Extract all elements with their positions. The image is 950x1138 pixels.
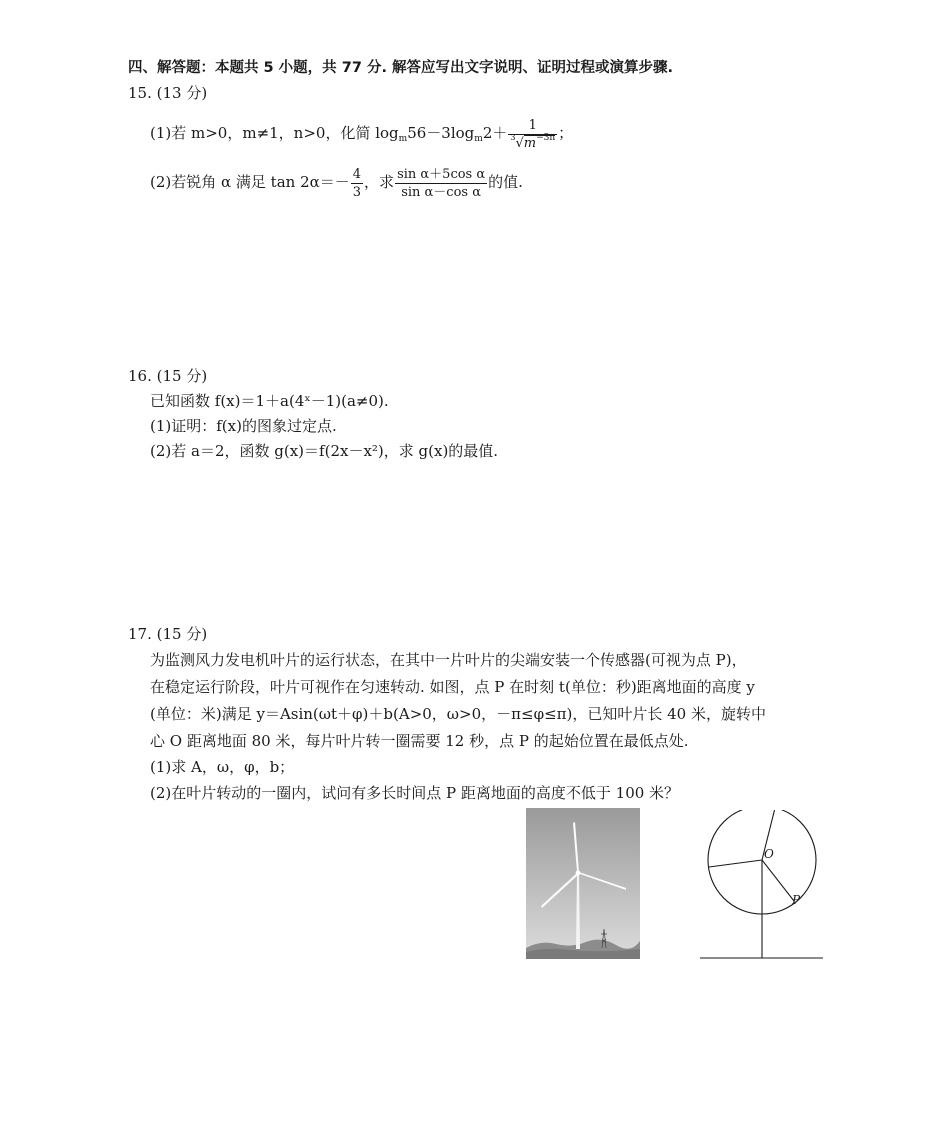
q16-line: (2)若 a＝2，函数 g(x)＝f(2x－x²)，求 g(x)的最值.	[150, 442, 499, 460]
q15-part2	[150, 160, 523, 204]
blade-line	[709, 860, 762, 867]
radical-sign: √	[515, 135, 524, 151]
q15-p2-suffix: 的值.	[488, 173, 523, 191]
q17-line: (单位：米)满足 y＝Asin(ωt＋φ)＋b(A>0，ω>0，－π≤φ≤π)，已知叶片长 40 米，旋转中	[150, 705, 766, 723]
q15-p2-fraction1	[351, 166, 363, 201]
q15-p2-mid: ，求	[364, 173, 395, 191]
q15-p1-root-index: 3	[510, 132, 516, 142]
q15-p2-frac2-den: sin α－cos α	[401, 184, 481, 200]
wind-turbine-photo	[526, 808, 640, 959]
q15-p1-fraction	[508, 117, 557, 152]
q15-p1-suffix: ；	[558, 124, 574, 142]
q15-p1-prefix: (1)若 m>0，m≠1，n>0，化简 log	[150, 124, 399, 142]
q15-p2-prefix: (2)若锐角 α 满足 tan 2α＝－	[150, 173, 350, 191]
q15-p2-frac1-den: 3	[352, 184, 362, 200]
q15-p1-after: 2＋	[482, 124, 508, 142]
q15-p1-root-base: m	[523, 135, 537, 151]
q15-p1-frac-den	[508, 132, 557, 152]
q17-line: (1)求 A，ω，φ，b；	[150, 758, 295, 776]
q15-p2-frac2-num: sin α＋5cos α	[397, 166, 486, 182]
q16-number: 16. (15 分)	[128, 367, 208, 385]
q15-part1	[150, 112, 573, 154]
q15-p1-sub2: m	[474, 134, 483, 144]
q17-line: 心 O 距离地面 80 米，每片叶片转一圈需要 12 秒，点 P 的起始位置在最低点处.	[150, 732, 689, 750]
q17-line: (2)在叶片转动的一圈内，试问有多长时间点 P 距离地面的高度不低于 100 米？	[150, 784, 680, 802]
q15-p1-root-exp: −3n	[536, 132, 556, 143]
q17-line: 为监测风力发电机叶片的运行状态，在其中一片叶片的尖端安装一个传感器(可视为点 P)，	[150, 651, 747, 669]
q16-line: 已知函数 f(x)＝1＋a(4ˣ－1)(a≠0).	[150, 392, 389, 410]
turbine-diagram	[695, 810, 830, 965]
q15-number: 15. (13 分)	[128, 84, 208, 102]
q15-p2-fraction2	[395, 166, 487, 201]
label-p: P	[792, 893, 801, 907]
section-header: 四、解答题：本题共 5 小题，共 77 分. 解答应写出文字说明、证明过程或演算步骤.	[128, 60, 674, 76]
label-o: O	[764, 847, 774, 861]
q15-p1-radicand	[523, 132, 556, 151]
q16-line: (1)证明：f(x)的图象过定点.	[150, 417, 337, 435]
q15-p1-mid: 56－3log	[407, 124, 475, 142]
sky-background	[526, 808, 640, 959]
q15-p1-frac-num: 1	[508, 117, 557, 135]
blade-line	[762, 860, 794, 901]
q15-p1-sub1: m	[398, 134, 408, 144]
q15-p2-frac1-num: 4	[352, 166, 362, 182]
q17-line: 在稳定运行阶段，叶片可视作在匀速转动. 如图，点 P 在时刻 t(单位：秒)距离地面的高度 y	[150, 678, 755, 696]
q17-number: 17. (15 分)	[128, 625, 208, 643]
